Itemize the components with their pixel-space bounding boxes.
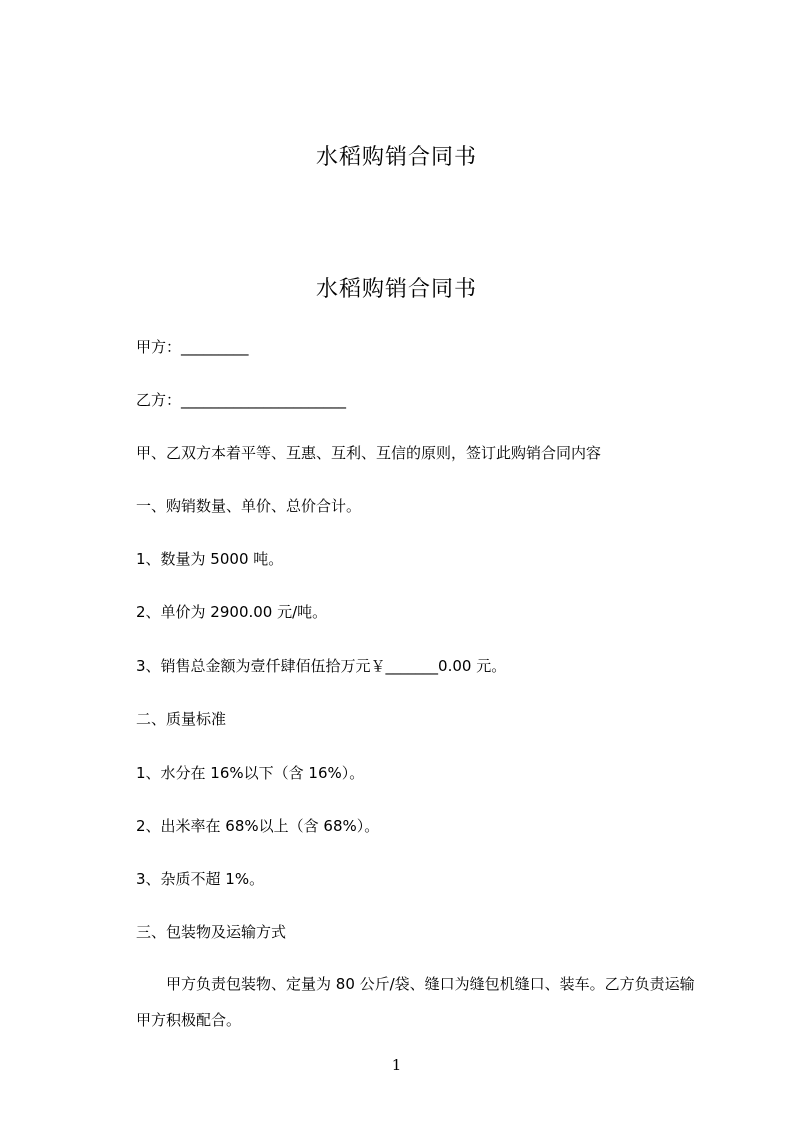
total-amount-item: 3、销售总金额为壹仟肆佰伍拾万元￥_______0.00 元。 xyxy=(136,657,507,675)
impurity-item: 3、杂质不超 1%。 xyxy=(136,870,265,888)
section-2-heading: 二、质量标准 xyxy=(136,710,227,728)
packaging-paragraph-line-1: 甲方负责包装物、定量为 80 公斤/袋、缝口为缝包机缝口、装车。乙方负责运输 xyxy=(166,975,695,993)
unit-price-item: 2、单价为 2900.00 元/吨。 xyxy=(136,603,328,621)
packaging-paragraph-line-2: 甲方积极配合。 xyxy=(136,1011,242,1029)
contract-title: 水稻购销合同书 xyxy=(315,277,477,302)
packaging-paragraph xyxy=(136,966,706,1038)
section-1-heading: 一、购销数量、单价、总价合计。 xyxy=(136,497,362,515)
milling-yield-item: 2、出米率在 68%以上（含 68%）。 xyxy=(136,817,380,835)
cover-title: 水稻购销合同书 xyxy=(315,145,477,170)
intro-paragraph: 甲、乙双方本着平等、互惠、互利、互信的原则，签订此购销合同内容 xyxy=(136,444,602,462)
party-a-field: 甲方：_________ xyxy=(136,338,249,356)
party-b-field: 乙方：______________________ xyxy=(136,391,347,409)
quantity-item: 1、数量为 5000 吨。 xyxy=(136,550,284,568)
page-number: 1 xyxy=(391,1056,402,1074)
section-3-heading: 三、包装物及运输方式 xyxy=(136,923,287,941)
moisture-item: 1、水分在 16%以下（含 16%）。 xyxy=(136,764,365,782)
